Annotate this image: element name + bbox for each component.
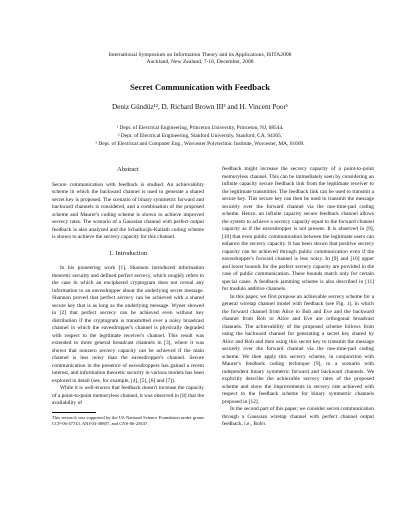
- introduction-paragraph-2: While it is well-known that feedback doesn't increase the capacity of a point-to-point memoryless channel, it was observed in [8] that the availability of: [52, 385, 204, 406]
- conference-location-date: Auckland, New Zealand, 7-10, December, 2008: [146, 59, 254, 65]
- affiliation-1: ¹ Dept. of Electrical Engineering, Princeton University, Princeton, NJ, 08544.: [116, 125, 284, 131]
- conference-name: International Symposium on Information Theory and its Applications, ISITA2008: [108, 52, 292, 58]
- footnote-divider: [52, 412, 96, 413]
- affiliation-2: ² Dept. of Electrical Engineering, Stanford University, Stanford, CA, 94305.: [117, 133, 283, 139]
- right-paragraph-2: In this paper, we first propose an achievable secrecy scheme for a general wiretap channel model with feedback (see Fig. 1), in which the forward channel from Alice to Bob and Eve and the backward channel from Bob to Alice and Eve are orthogonal broadcast channels. The achievability of the proposed scheme follows from using the backward channel for generating a secret key shared by Alice and Bob and then using this secret key to transmit the message securely over the forward channel via the one-time-pad coding scheme. We then apply this secrecy scheme, in conjunction with Maurer's feedback coding technique [9], to a scenario with independent binary symmetric forward and backward channels. We explicitly describe the achievable secrecy rates of the proposed scheme and show the improvements in secrecy rate achieved with respect to the feedback scheme for binary symmetric channels proposed in [12].: [222, 293, 374, 405]
- funding-footnote: This research was supported by the US National Science Foundation under grants CCF-06-47743, ANI-03-38807, and CNS-06-25637.: [52, 414, 204, 426]
- right-paragraph-1: feedback might increase the secrecy capacity of a point-to-point memoryless channel. This can be immediately seen by considering an infinite capacity secure feedback link from the legitimate receiver to the legitimate transmitter. The feedback link can be used to transmit a secure key. This secure key can then be used to transmit the message securely over the forward channel via the one-time-pad coding scheme. Hence, an infinite capacity secure feedback channel allows the system to achieve a secrecy capacity equal to the forward channel capacity as if the eavesdropper is not present. It is observed in [9], [10] that even public communication between the legitimate users can enhance the secrecy capacity. It has been shown that positive secrecy capacity can be achieved through public communication even if the eavesdropper's forward channel is less noisy. In [9] and [10] upper and lower bounds for the perfect secrecy capacity are provided in the case of public communication. These bounds match only for certain special cases. A feedback jamming scheme is also described in [11] for modulo additive channels.: [222, 166, 374, 292]
- conference-header: [0, 52, 400, 66]
- author-list: Deniz Gündüz¹², D. Richard Brown III³ and H. Vincent Poor¹: [111, 103, 289, 111]
- introduction-paragraph-1: In his pioneering work [1], Shannon introduced information theoretic security and defined perfect secrecy, which roughly refers to the case in which an enciphered cryptogram does not reveal any information to an eavesdropper about the underlying secret message. Shannon proved that perfect secrecy can be achieved with a shared secure key that is as long as the underlying message. Wyner showed in [2] that perfect secrecy can be achieved even without key distribution if the cryptogram is transmitted over a noisy broadcast channel in which the eavesdropper's channel is physically degraded with respect to the legitimate receiver's channel. This result was extended to more general broadcast channels in [3], where it was shown that nonzero secrecy capacity can be achieved if the main channel is less noisy than the eavesdropper's channel. Secure communication in the presence of eavesdroppers has gained a recent interest, and information theoretic security in various models has been explored in detail (see, for example, [4], [5], [6] and [7]).: [52, 265, 204, 384]
- paper-title: Secret Communication with Feedback: [130, 82, 270, 92]
- right-column: [222, 166, 374, 429]
- left-column: [52, 166, 204, 427]
- affiliation-list: [0, 124, 400, 148]
- introduction-heading: 1. Introduction: [109, 249, 147, 257]
- abstract-text: Secure communication with feedback is studied. An achievability scheme in which the backward channel is used to generate a shared secret key is proposed. The scenario of binary symmetric forward and backward channels is considered, and a combination of the proposed scheme and Maurer's coding scheme is shown to achieve improved secrecy rates. The scenario of a Gaussian channel with perfect output feedback is also analyzed and the Schalkwijk-Kailath coding scheme is shown to achieve the secrecy capacity for this channel.: [52, 181, 204, 240]
- affiliation-3: ³ Dept. of Electrical and Computer Eng., Worcester Polytechnic Institute, Worcester, MA, 01609.: [95, 141, 305, 147]
- abstract-heading: Abstract: [117, 166, 139, 173]
- right-paragraph-3: In the second part of this paper, we consider secret communication through a Gaussian wiretap channel with perfect channel output feedback, i.e., Bob's: [222, 406, 374, 427]
